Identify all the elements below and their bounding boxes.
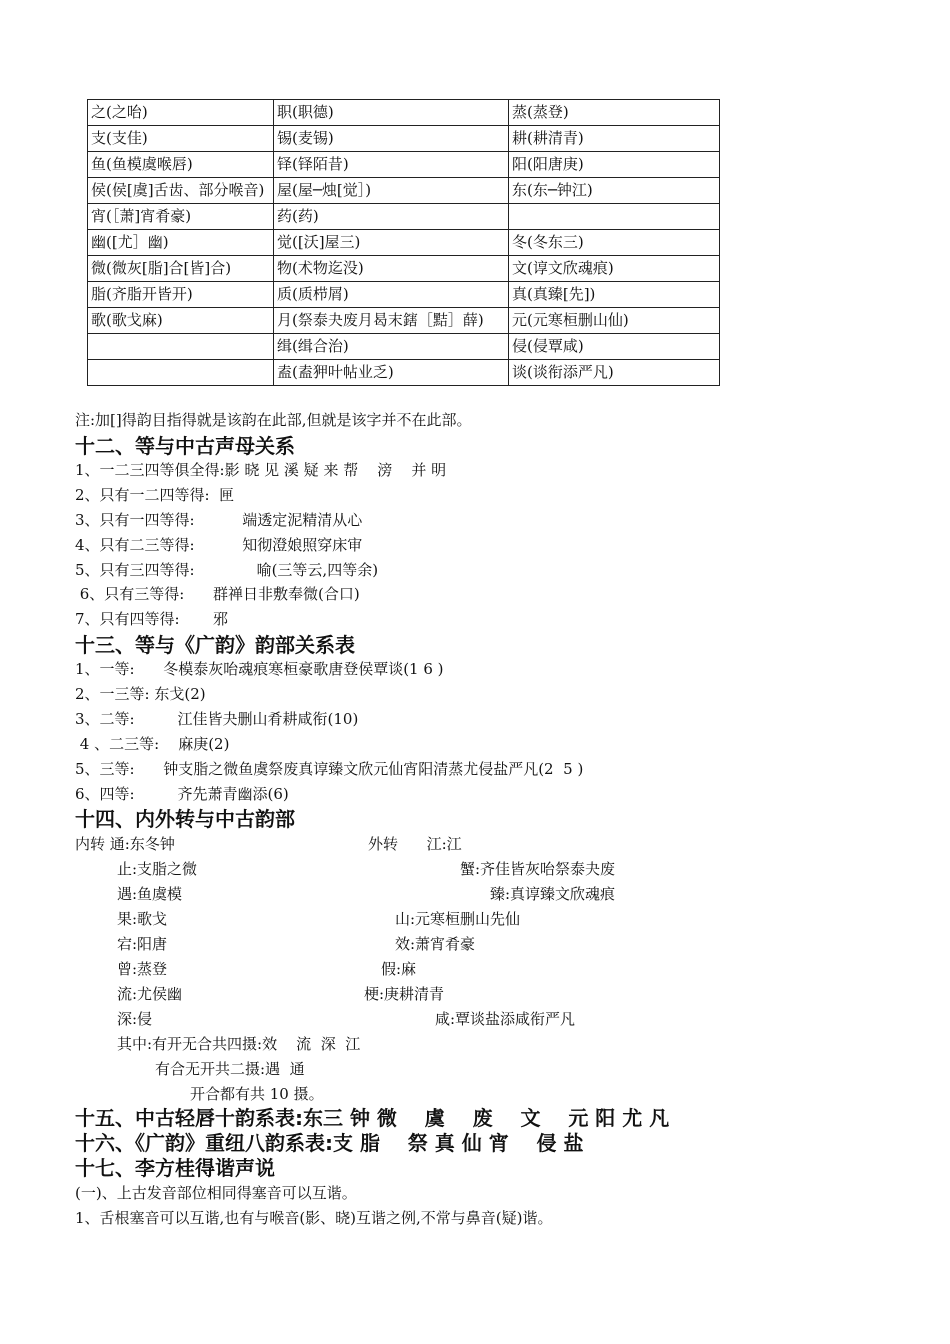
table-cell: 文(谆文欣魂痕) [509, 256, 720, 282]
summary-line: 开合都有共 10 摄。 [190, 1085, 324, 1103]
outer-turn-line: 蟹:齐佳皆灰咍祭泰夬废 [460, 860, 616, 878]
section-17-line: (一)、上古发音部位相同得塞音可以互谐。 [75, 1184, 357, 1202]
section-13-line: 4 、二三等: 麻庚(2) [75, 735, 230, 753]
inner-turn-line: 深:侵 [117, 1010, 153, 1028]
table-cell: 东(东─钟江) [509, 178, 720, 204]
section-15-heading: 十五、中古轻唇十韵系表:东三 钟 微 虞 废 文 元 阳 尤 凡 [75, 1106, 670, 1130]
table-cell: 元(元寒桓删山仙) [509, 308, 720, 334]
table-cell: 之(之咍) [88, 100, 274, 126]
outer-turn-line: 梗:庚耕清青 [364, 985, 445, 1003]
table-row [88, 360, 720, 386]
table-row [88, 152, 720, 178]
table-cell: 宵(［萧]宵肴豪) [88, 204, 274, 230]
table-cell: 谈(谈衔添严凡) [509, 360, 720, 386]
table-row [88, 256, 720, 282]
section-12-heading: 十二、等与中古声母关系 [75, 434, 295, 458]
section-12-line: 6、只有三等得: 群禅日非敷奉微(合口) [75, 585, 360, 603]
section-12-line: 5、只有三四等得: 喻(三等云,四等余) [75, 561, 379, 579]
table-cell: 屋(屋─烛[觉］) [274, 178, 509, 204]
table-cell: 脂(齐脂开皆开) [88, 282, 274, 308]
table-cell: 质(质栉屑) [274, 282, 509, 308]
section-13-line: 1、一等: 冬模泰灰咍魂痕寒桓豪歌唐登侯覃谈(1 6 ) [75, 660, 444, 678]
section-13-heading: 十三、等与《广韵》韵部关系表 [75, 633, 355, 657]
outer-turn-line: 外转 江:江 [368, 835, 462, 853]
table-cell: 蒸(蒸登) [509, 100, 720, 126]
outer-turn-line: 咸:覃谈盐添咸衔严凡 [435, 1010, 576, 1028]
section-12-line: 3、只有一四等得: 端透定泥精清从心 [75, 511, 363, 529]
table-cell: 歌(歌戈麻) [88, 308, 274, 334]
table-cell: 幽([尤］幽) [88, 230, 274, 256]
rhyme-table [87, 99, 720, 386]
table-note: 注:加[]得韵目指得就是该韵在此部,但就是该字并不在此部。 [75, 411, 472, 429]
table-cell [88, 360, 274, 386]
table-cell: 耕(耕清青) [509, 126, 720, 152]
inner-turn-line: 内转 通:东冬钟 [75, 835, 175, 853]
table-row [88, 178, 720, 204]
table-cell: 鱼(鱼模虞喉唇) [88, 152, 274, 178]
table-row [88, 334, 720, 360]
section-12-line: 7、只有四等得: 邪 [75, 610, 228, 628]
table-cell: 阳(阳唐庚) [509, 152, 720, 178]
table-cell: 月(祭泰夬废月曷末鎋［黠］薛) [274, 308, 509, 334]
table-cell: 锡(麦锡) [274, 126, 509, 152]
table-cell: 物(术物迄没) [274, 256, 509, 282]
section-17-heading: 十七、李方桂得谐声说 [75, 1156, 275, 1180]
section-12-line: 4、只有二三等得: 知彻澄娘照穿床审 [75, 536, 363, 554]
summary-line: 有合无开共二摄:遇 通 [155, 1060, 305, 1078]
inner-turn-line: 止:支脂之微 [117, 860, 198, 878]
table-cell [509, 204, 720, 230]
table-cell: 冬(冬东三) [509, 230, 720, 256]
table-row [88, 126, 720, 152]
table-cell: 觉([沃]屋三) [274, 230, 509, 256]
table-cell: 铎(铎陌昔) [274, 152, 509, 178]
section-14-heading: 十四、内外转与中古韵部 [75, 807, 295, 831]
table-row [88, 100, 720, 126]
summary-line: 其中:有开无合共四摄:效 流 深 江 [117, 1035, 361, 1053]
table-cell: 盍(盍狎叶帖业乏) [274, 360, 509, 386]
table-cell: 支(支佳) [88, 126, 274, 152]
inner-turn-line: 果:歌戈 [117, 910, 168, 928]
table-cell: 微(微灰[脂]合[皆]合) [88, 256, 274, 282]
inner-turn-line: 遇:鱼虞模 [117, 885, 183, 903]
table-row [88, 230, 720, 256]
table-cell: 药(药) [274, 204, 509, 230]
table-cell: 真(真臻[先]) [509, 282, 720, 308]
table-row [88, 308, 720, 334]
inner-turn-line: 曾:蒸登 [117, 960, 168, 978]
outer-turn-line: 山:元寒桓删山先仙 [395, 910, 521, 928]
section-13-line: 5、三等: 钟支脂之微鱼虞祭废真谆臻文欣元仙宵阳清蒸尤侵盐严凡(2 5 ) [75, 760, 584, 778]
section-12-line: 2、只有一二四等得: 匣 [75, 486, 235, 504]
table-cell: 职(职德) [274, 100, 509, 126]
section-13-line: 3、二等: 江佳皆夬删山肴耕咸衔(10) [75, 710, 359, 728]
section-12-line: 1、一二三四等俱全得:影 晓 见 溪 疑 来 帮 滂 并 明 [75, 461, 447, 479]
table-cell [88, 334, 274, 360]
outer-turn-line: 臻:真谆臻文欣魂痕 [490, 885, 616, 903]
outer-turn-line: 效:萧宵肴豪 [395, 935, 476, 953]
inner-turn-line: 流:尤侯幽 [117, 985, 183, 1003]
section-13-line: 6、四等: 齐先萧青幽添(6) [75, 785, 289, 803]
table-row [88, 204, 720, 230]
inner-turn-line: 宕:阳唐 [117, 935, 168, 953]
table-cell: 侵(侵覃咸) [509, 334, 720, 360]
section-13-line: 2、一三等: 东戈(2) [75, 685, 206, 703]
table-row [88, 282, 720, 308]
outer-turn-line: 假:麻 [381, 960, 417, 978]
section-17-line: 1、舌根塞音可以互谐,也有与喉音(影、晓)互谐之例,不常与鼻音(疑)谐。 [75, 1209, 553, 1227]
table-cell: 侯(侯[虞]舌齿、部分喉音) [88, 178, 274, 204]
table-cell: 缉(缉合治) [274, 334, 509, 360]
section-16-heading: 十六、《广韵》重纽八韵系表:支 脂 祭 真 仙 宵 侵 盐 [75, 1131, 584, 1155]
